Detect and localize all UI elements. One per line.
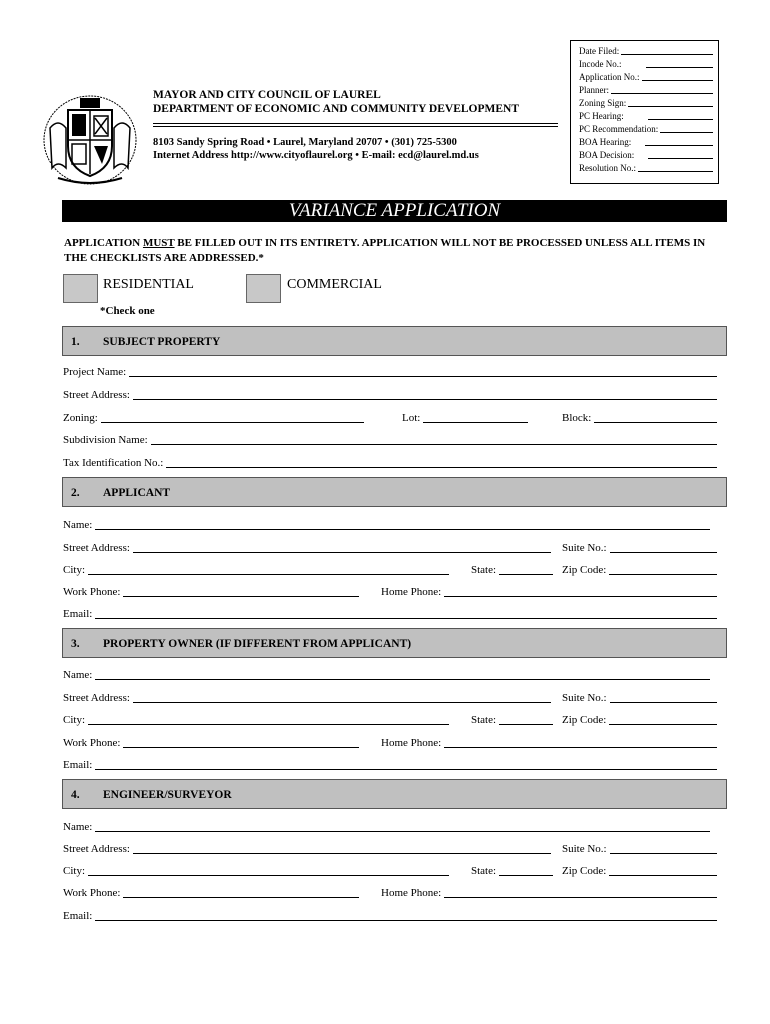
owner-state-field[interactable]: State: (471, 714, 553, 727)
input-line[interactable] (610, 692, 717, 703)
residential-label: RESIDENTIAL (103, 277, 194, 292)
commercial-label: COMMERCIAL (287, 277, 382, 292)
engineer-name-field[interactable]: Name: (63, 821, 710, 834)
zoning-field[interactable]: Zoning: (63, 412, 364, 425)
input-line[interactable] (594, 412, 717, 423)
subdivision-field[interactable]: Subdivision Name: (63, 434, 717, 447)
owner-zip-field[interactable]: Zip Code: (562, 714, 717, 727)
engineer-state-field[interactable]: State: (471, 865, 553, 878)
input-line[interactable] (88, 564, 449, 575)
input-line[interactable] (95, 910, 717, 921)
applicant-name-field[interactable]: Name: (63, 519, 710, 532)
section-subject-property: 1. SUBJECT PROPERTY (62, 326, 727, 356)
owner-work-phone-field[interactable]: Work Phone: (63, 737, 359, 750)
input-line[interactable] (611, 84, 713, 94)
input-line[interactable] (648, 149, 713, 159)
input-line[interactable] (101, 412, 364, 423)
input-line[interactable] (660, 123, 713, 133)
input-line[interactable] (444, 586, 717, 597)
header-rule (153, 126, 558, 127)
section-property-owner: 3. PROPERTY OWNER (IF DIFFERENT FROM APPLICANT) (62, 628, 727, 658)
applicant-suite-field[interactable]: Suite No.: (562, 542, 717, 555)
input-line[interactable] (133, 389, 717, 400)
input-line[interactable] (129, 366, 717, 377)
input-line[interactable] (123, 586, 359, 597)
applicant-zip-field[interactable]: Zip Code: (562, 564, 717, 577)
office-row-boa-decision: BOA Decision: (579, 149, 718, 162)
office-row-boa-hearing: BOA Hearing: (579, 136, 718, 149)
project-name-field[interactable]: Project Name: (63, 366, 717, 379)
section-engineer-surveyor: 4. ENGINEER/SURVEYOR (62, 779, 727, 809)
applicant-home-phone-field[interactable]: Home Phone: (381, 586, 717, 599)
section-applicant: 2. APPLICANT (62, 477, 727, 507)
applicant-email-field[interactable]: Email: (63, 608, 717, 621)
org-name (153, 88, 519, 116)
input-line[interactable] (609, 865, 717, 876)
input-line[interactable] (444, 887, 717, 898)
input-line[interactable] (642, 71, 714, 81)
input-line[interactable] (610, 542, 717, 553)
office-row-planner: Planner: (579, 84, 718, 97)
form-title: VARIANCE APPLICATION (62, 200, 727, 222)
input-line[interactable] (123, 737, 359, 748)
engineer-street-field[interactable]: Street Address: (63, 843, 551, 856)
residential-checkbox[interactable] (63, 274, 98, 303)
input-line[interactable] (88, 714, 449, 725)
applicant-city-field[interactable]: City: (63, 564, 449, 577)
input-line[interactable] (648, 110, 713, 120)
internet-line: Internet Address http://www.cityoflaurel.org • E-mail: ecd@laurel.md.us (153, 150, 479, 161)
office-row-pc-hearing: PC Hearing: (579, 110, 718, 123)
input-line[interactable] (610, 843, 717, 854)
engineer-home-phone-field[interactable]: Home Phone: (381, 887, 717, 900)
org-line2: DEPARTMENT OF ECONOMIC AND COMMUNITY DEVELOPMENT (153, 103, 520, 115)
input-line[interactable] (88, 865, 449, 876)
input-line[interactable] (95, 759, 717, 770)
office-row-zoning-sign: Zoning Sign: (579, 97, 718, 110)
applicant-state-field[interactable]: State: (471, 564, 553, 577)
input-line[interactable] (646, 58, 714, 68)
input-line[interactable] (95, 608, 717, 619)
check-one-note: *Check one (100, 305, 155, 317)
input-line[interactable] (645, 136, 713, 146)
input-line[interactable] (151, 434, 717, 445)
input-line[interactable] (499, 714, 553, 725)
office-use-box (570, 40, 719, 184)
engineer-work-phone-field[interactable]: Work Phone: (63, 887, 359, 900)
owner-suite-field[interactable]: Suite No.: (562, 692, 717, 705)
engineer-suite-field[interactable]: Suite No.: (562, 843, 717, 856)
office-row-incode: Incode No.: (579, 58, 718, 71)
owner-street-field[interactable]: Street Address: (63, 692, 551, 705)
tax-id-field[interactable]: Tax Identification No.: (63, 457, 717, 470)
city-seal (40, 88, 140, 188)
commercial-checkbox[interactable] (246, 274, 281, 303)
street-address-field[interactable]: Street Address: (63, 389, 717, 402)
input-line[interactable] (423, 412, 528, 423)
owner-city-field[interactable]: City: (63, 714, 449, 727)
input-line[interactable] (133, 542, 551, 553)
input-line[interactable] (95, 669, 710, 680)
owner-home-phone-field[interactable]: Home Phone: (381, 737, 717, 750)
input-line[interactable] (499, 564, 553, 575)
input-line[interactable] (621, 45, 713, 55)
org-address (153, 136, 479, 162)
input-line[interactable] (499, 865, 553, 876)
address-line: 8103 Sandy Spring Road • Laurel, Maryland 20707 • (301) 725-5300 (153, 137, 457, 148)
input-line[interactable] (133, 692, 551, 703)
engineer-city-field[interactable]: City: (63, 865, 449, 878)
input-line[interactable] (609, 564, 717, 575)
applicant-street-field[interactable]: Street Address: (63, 542, 551, 555)
input-line[interactable] (123, 887, 359, 898)
input-line[interactable] (628, 97, 713, 107)
applicant-work-phone-field[interactable]: Work Phone: (63, 586, 359, 599)
owner-name-field[interactable]: Name: (63, 669, 710, 682)
input-line[interactable] (609, 714, 717, 725)
input-line[interactable] (638, 162, 713, 172)
office-row-date-filed: Date Filed: (579, 45, 718, 58)
input-line[interactable] (95, 821, 710, 832)
input-line[interactable] (444, 737, 717, 748)
input-line[interactable] (166, 457, 717, 468)
lot-field[interactable]: Lot: (402, 412, 528, 425)
engineer-zip-field[interactable]: Zip Code: (562, 865, 717, 878)
header-rule (153, 123, 558, 124)
office-row-application-no: Application No.: (579, 71, 718, 84)
instructions: APPLICATION MUST BE FILLED OUT IN ITS ENTIRETY. APPLICATION WILL NOT BE PROCESSED UNLESS ALL ITEMS IN THE CHECKLISTS ARE ADDRESSED.* (64, 237, 706, 264)
block-field[interactable]: Block: (562, 412, 717, 425)
org-line1: MAYOR AND CITY COUNCIL OF LAUREL (153, 89, 381, 101)
input-line[interactable] (95, 519, 710, 530)
engineer-email-field[interactable]: Email: (63, 910, 717, 923)
office-row-resolution-no: Resolution No.: (579, 162, 718, 175)
input-line[interactable] (133, 843, 551, 854)
owner-email-field[interactable]: Email: (63, 759, 717, 772)
office-row-pc-recommendation: PC Recommendation: (579, 123, 718, 136)
